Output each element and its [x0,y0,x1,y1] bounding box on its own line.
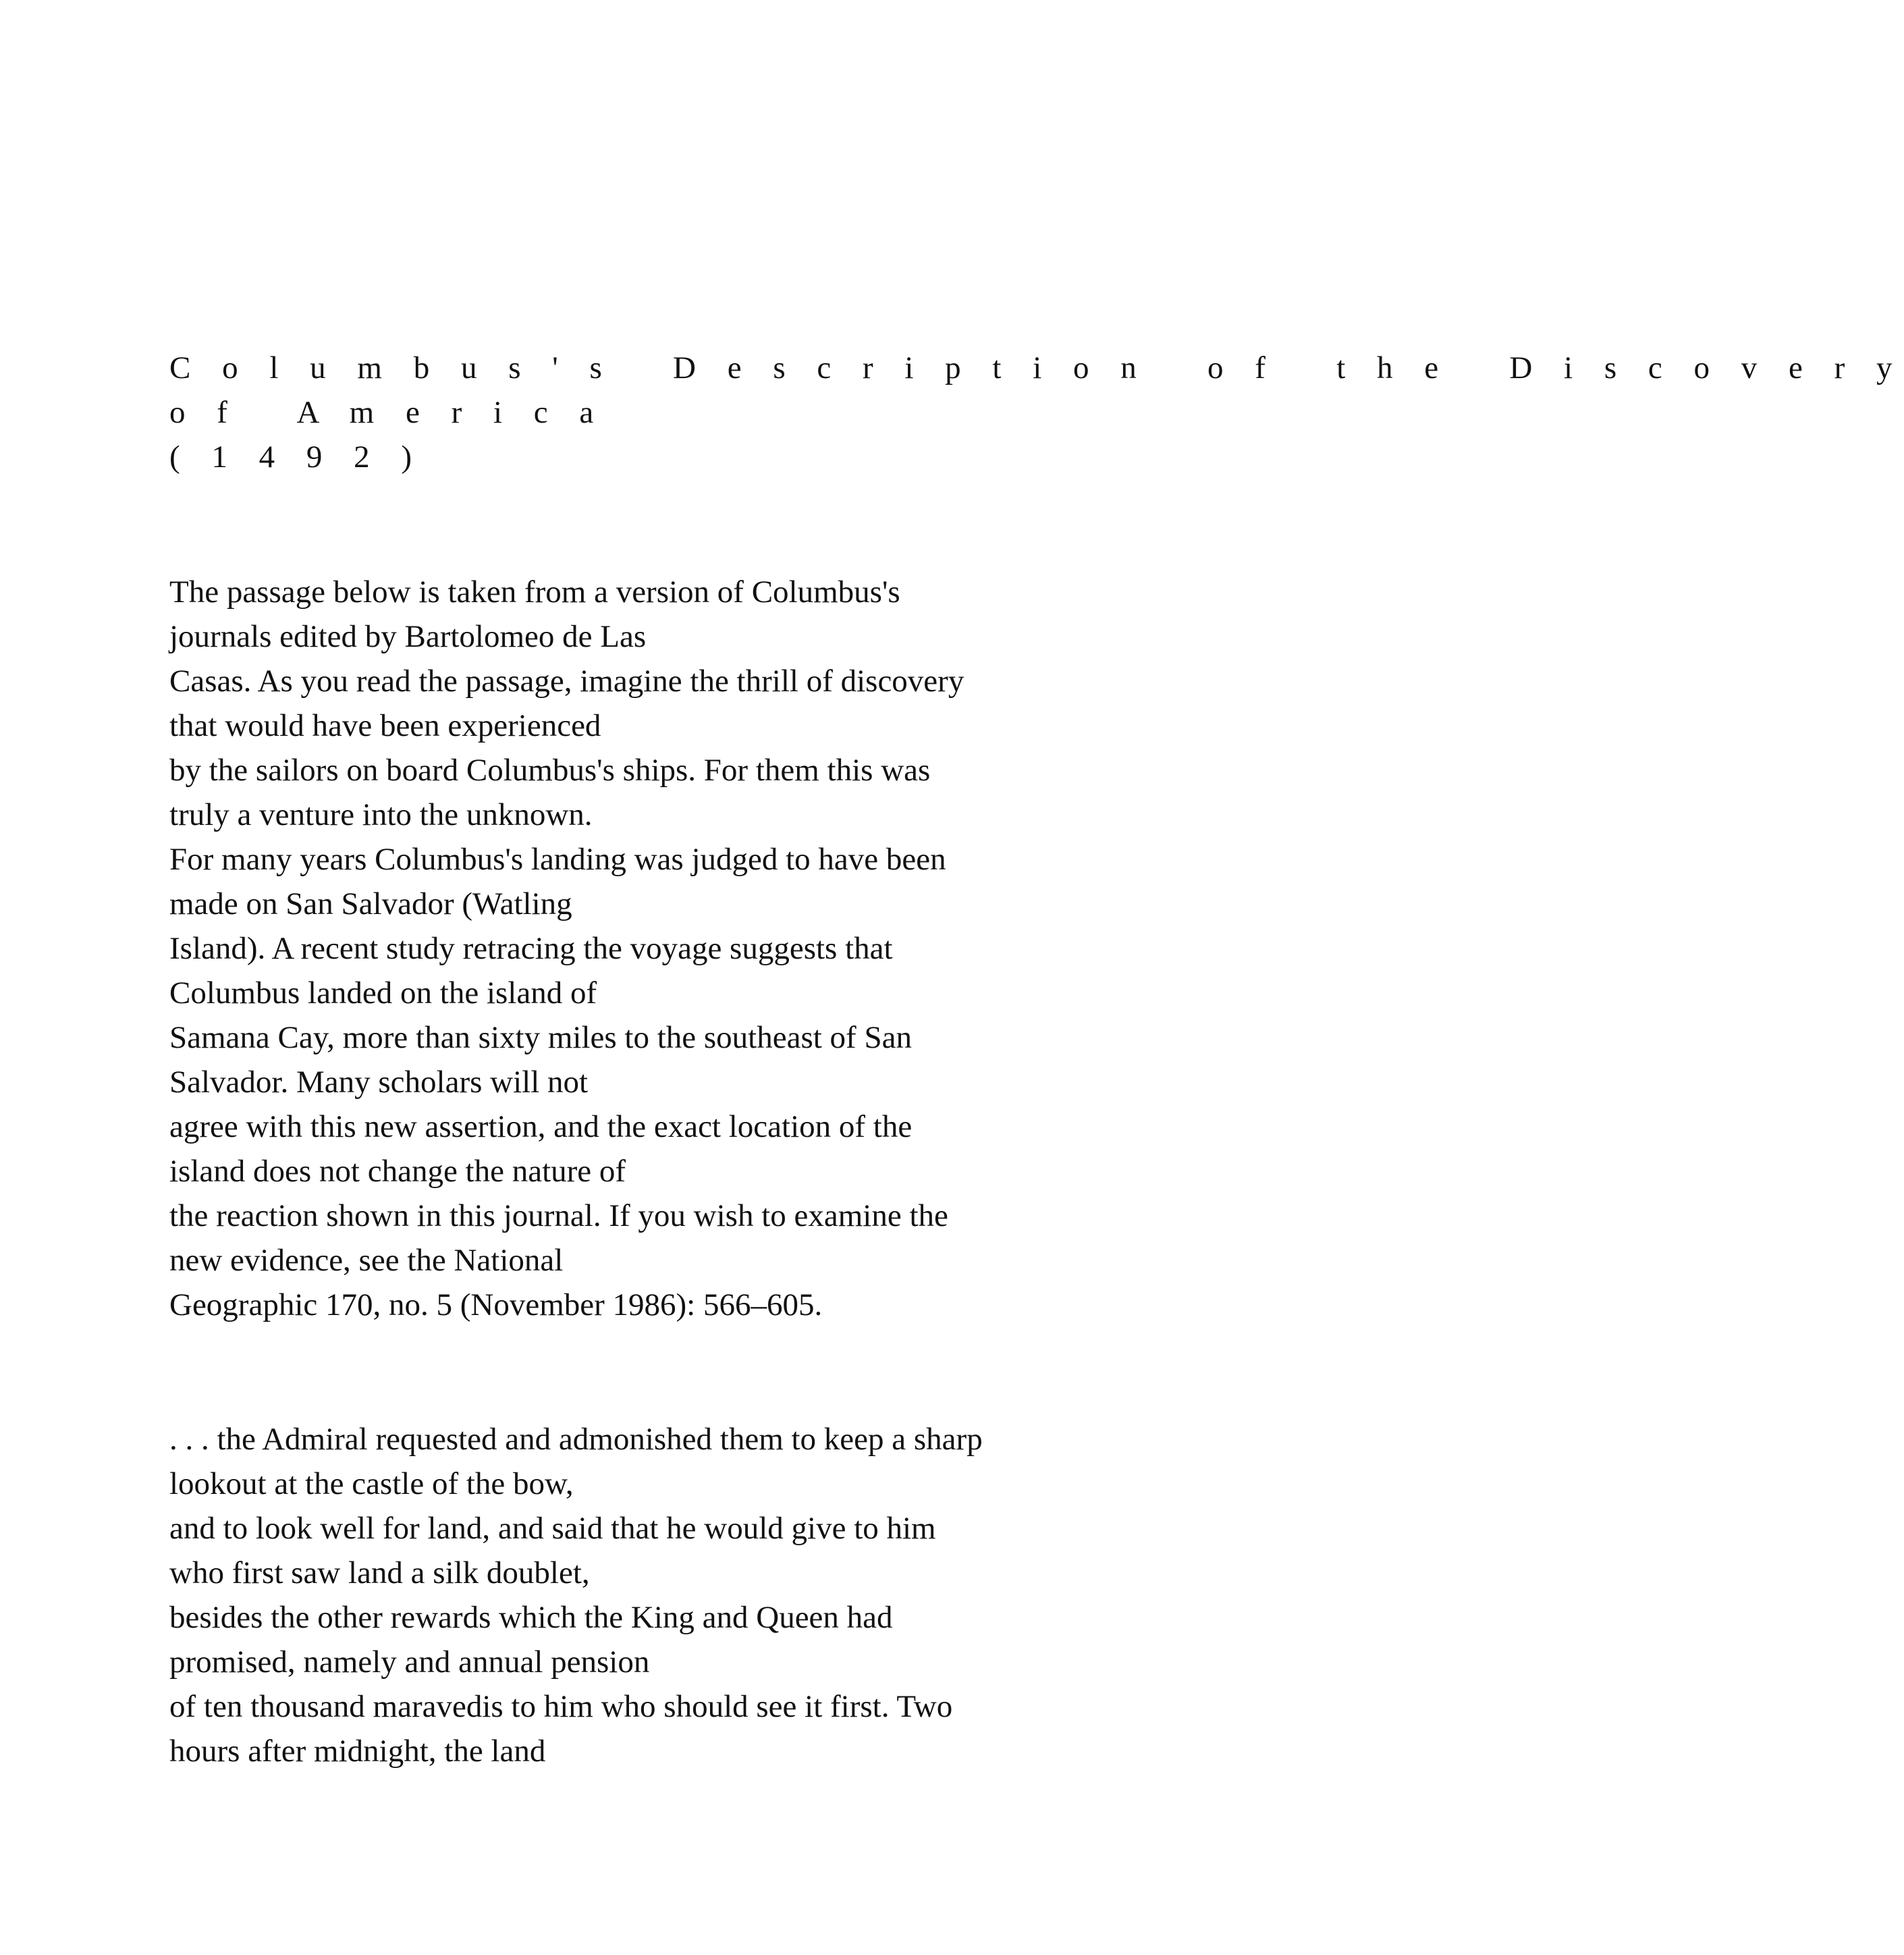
intro-line: truly a venture into the unknown. [169,797,593,832]
excerpt-line: besides the other rewards which the King and Queen had [169,1600,893,1635]
intro-line: made on San Salvador (Watling [169,886,572,921]
intro-line: The passage below is taken from a version of Columbus's [169,574,900,610]
intro-line: Samana Cay, more than sixty miles to the southeast of San [169,1020,912,1055]
excerpt-line: who first saw land a silk doublet, [169,1555,590,1590]
excerpt-line: hours after midnight, the land [169,1734,546,1769]
intro-line: For many years Columbus's landing was judged to have been [169,842,946,877]
excerpt-line: promised, namely and annual pension [169,1644,650,1680]
intro-paragraph [169,570,1222,1327]
spacer [169,479,1222,570]
intro-line: new evidence, see the National [169,1243,564,1278]
intro-line: the reaction shown in this journal. If you wish to examine the [169,1198,948,1233]
document-content [169,346,1904,1773]
intro-line: Geographic 170, no. 5 (November 1986): 566–605. [169,1287,823,1322]
spacer [169,1327,1222,1417]
intro-line: that would have been experienced [169,708,601,743]
intro-line: island does not change the nature of [169,1154,626,1189]
journal-excerpt [169,1417,1222,1773]
excerpt-line: lookout at the castle of the bow, [169,1466,574,1501]
excerpt-line: of ten thousand maravedis to him who should see it first. Two [169,1689,953,1724]
intro-line: journals edited by Bartolomeo de Las [169,619,647,654]
intro-line: Columbus landed on the island of [169,975,597,1011]
title-line: ( 1 4 9 2 ) [169,439,424,475]
intro-line: by the sailors on board Columbus's ships. For them this was [169,753,931,788]
intro-line: Salvador. Many scholars will not [169,1065,589,1100]
title-line: o f A m e r i c a [169,395,605,430]
title-line: C o l u m b u s ' s D e s c r i p t i o n o f t h e D i s c o v e r y [169,350,1904,385]
intro-line: Island). A recent study retracing the voyage suggests that [169,931,893,966]
intro-line: Casas. As you read the passage, imagine the thrill of discovery [169,664,964,699]
intro-line: agree with this new assertion, and the exact location of the [169,1109,913,1144]
excerpt-line: . . . the Admiral requested and admonished them to keep a sharp [169,1422,983,1457]
document-title [169,346,1904,479]
excerpt-line: and to look well for land, and said that he would give to him [169,1511,936,1546]
